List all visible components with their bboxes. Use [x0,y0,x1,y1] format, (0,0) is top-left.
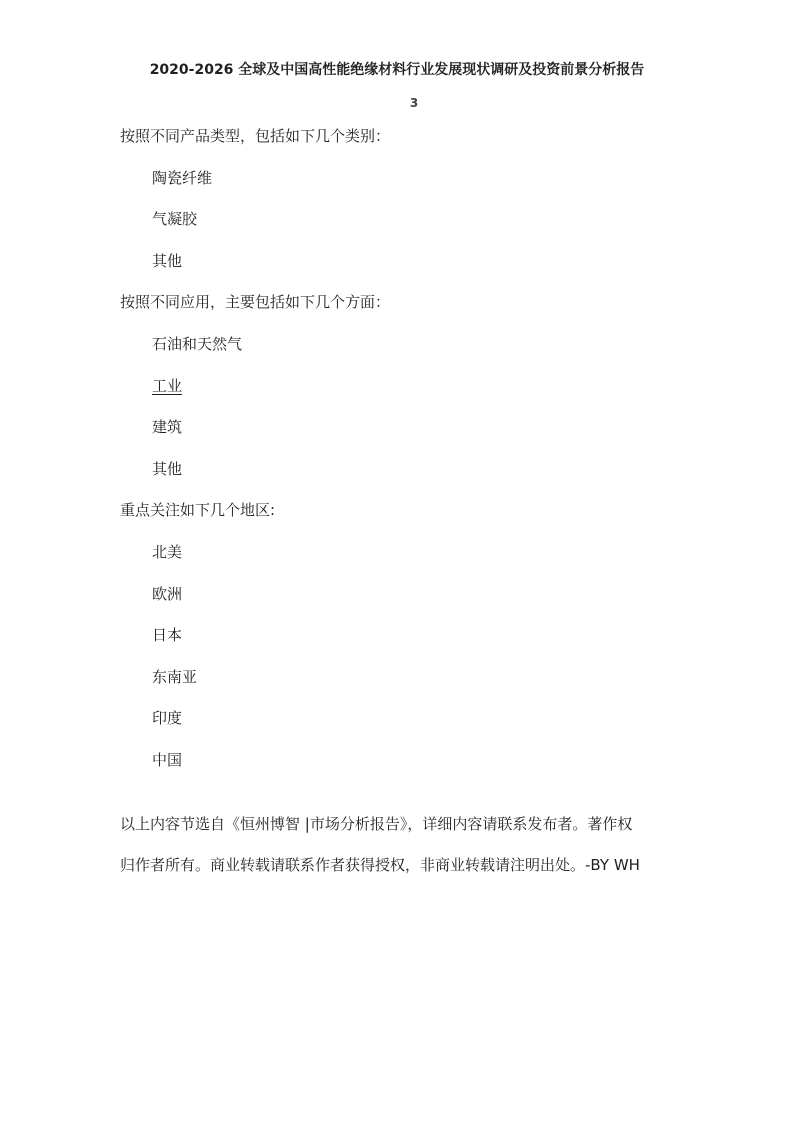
page-number: 3 [409,96,419,110]
list-item: 日本 [152,626,183,645]
list-item-link-text[interactable]: 工业 [152,376,183,395]
list-item: 石油和天然气 [152,334,243,353]
copyright-note [120,804,692,886]
regions-heading: 重点关注如下几个地区: [120,501,276,520]
list-item: 中国 [152,750,183,769]
copyright-note-line-2: 归作者所有。商业转载请联系作者获得授权，非商业转载请注明出处。-BY WH [120,856,640,874]
list-item: 其他 [152,459,183,478]
applications-heading: 按照不同应用，主要包括如下几个方面： [120,293,391,312]
list-item: 欧洲 [152,584,183,603]
report-title: 2020-2026 全球及中国高性能绝缘材料行业发展现状调研及投资前景分析报告 [149,62,645,78]
list-item: 北美 [152,542,183,561]
list-item: 印度 [152,709,183,728]
list-item: 建筑 [152,418,183,437]
list-item: 东南亚 [152,667,198,686]
list-item: 其他 [152,251,183,270]
list-item-link[interactable] [120,376,690,418]
product-types-heading: 按照不同产品类型，包括如下几个类别： [120,127,391,145]
list-item: 陶瓷纤维 [152,168,213,187]
document-body [120,126,690,792]
copyright-note-line-1: 以上内容节选自《恒州博智 |市场分析报告》，详细内容请联系发布者。著作权 [120,815,633,833]
list-item: 气凝胶 [152,210,198,229]
